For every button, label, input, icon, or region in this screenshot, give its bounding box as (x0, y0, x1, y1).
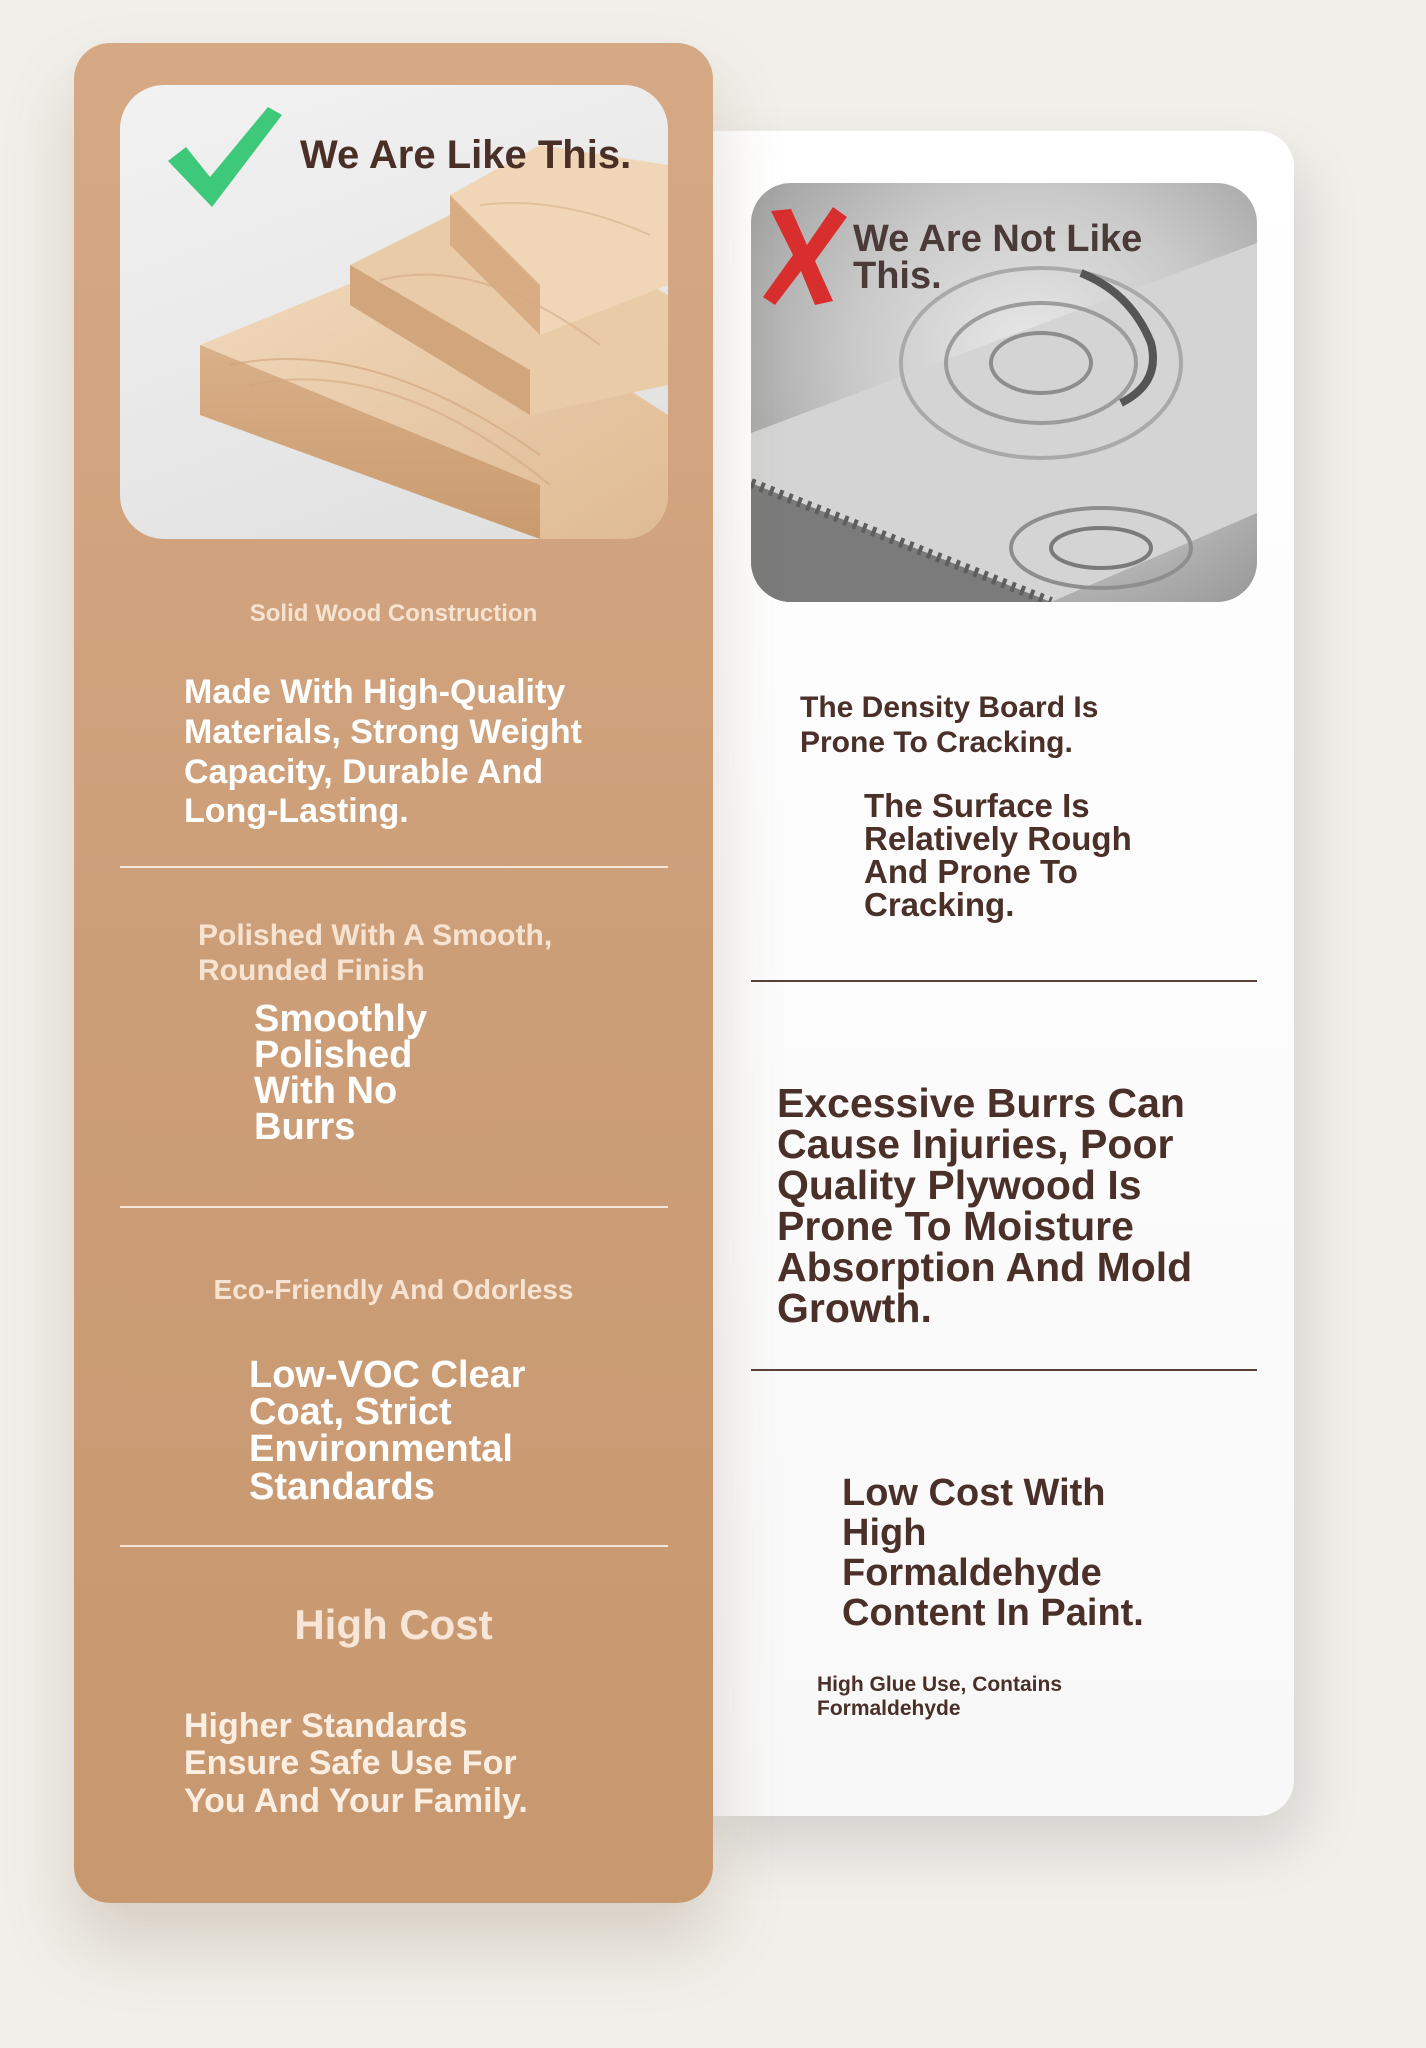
bad-heading-low-cost: Low Cost With High Formaldehyde Content In Paint. (842, 1472, 1144, 1634)
section-body-solid-wood: Made With High-Quality Materials, Strong Weight Capacity, Durable And Long-Lasting. (184, 673, 582, 831)
bad-heading-burrs: Excessive Burrs Can Cause Injuries, Poor Quality Plywood Is Prone To Moisture Absorption And Mold Growth. (777, 1080, 1193, 1331)
bad-body-rough-surface: The Surface Is Relatively Rough And Prone To Cracking. (864, 787, 1132, 923)
section-body-eco: Low-VOC Clear Coat, Strict Environmental Standards (249, 1354, 526, 1508)
section-heading-solid-wood: Solid Wood Construction (249, 600, 538, 627)
divider (751, 1369, 1257, 1371)
bad-card-title: We Are Not Like This. (853, 218, 1143, 298)
solid-wood-boards-photo (120, 85, 668, 539)
section-heading-polished: Polished With A Smooth, Rounded Finish (198, 919, 553, 987)
section-body-high-cost: Higher Standards Ensure Safe Use For You And Your Family. (184, 1707, 528, 1820)
section-heading-eco: Eco-Friendly And Odorless (213, 1274, 574, 1305)
divider (120, 866, 668, 868)
divider (120, 1545, 668, 1547)
divider (120, 1206, 668, 1208)
divider (751, 980, 1257, 982)
section-body-polished: Smoothly Polished With No Burrs (254, 998, 428, 1149)
bad-heading-density-board: The Density Board Is Prone To Cracking. (800, 691, 1099, 759)
good-comparison-card (74, 43, 713, 1903)
bad-body-glue: High Glue Use, Contains Formaldehyde (817, 1673, 1063, 1721)
bad-comparison-card (705, 131, 1294, 1816)
checkmark-icon (164, 103, 284, 211)
section-heading-high-cost: High Cost (294, 1601, 493, 1648)
good-card-title: We Are Like This. (300, 133, 632, 177)
cross-icon (761, 205, 851, 307)
density-board-photo (751, 183, 1257, 602)
